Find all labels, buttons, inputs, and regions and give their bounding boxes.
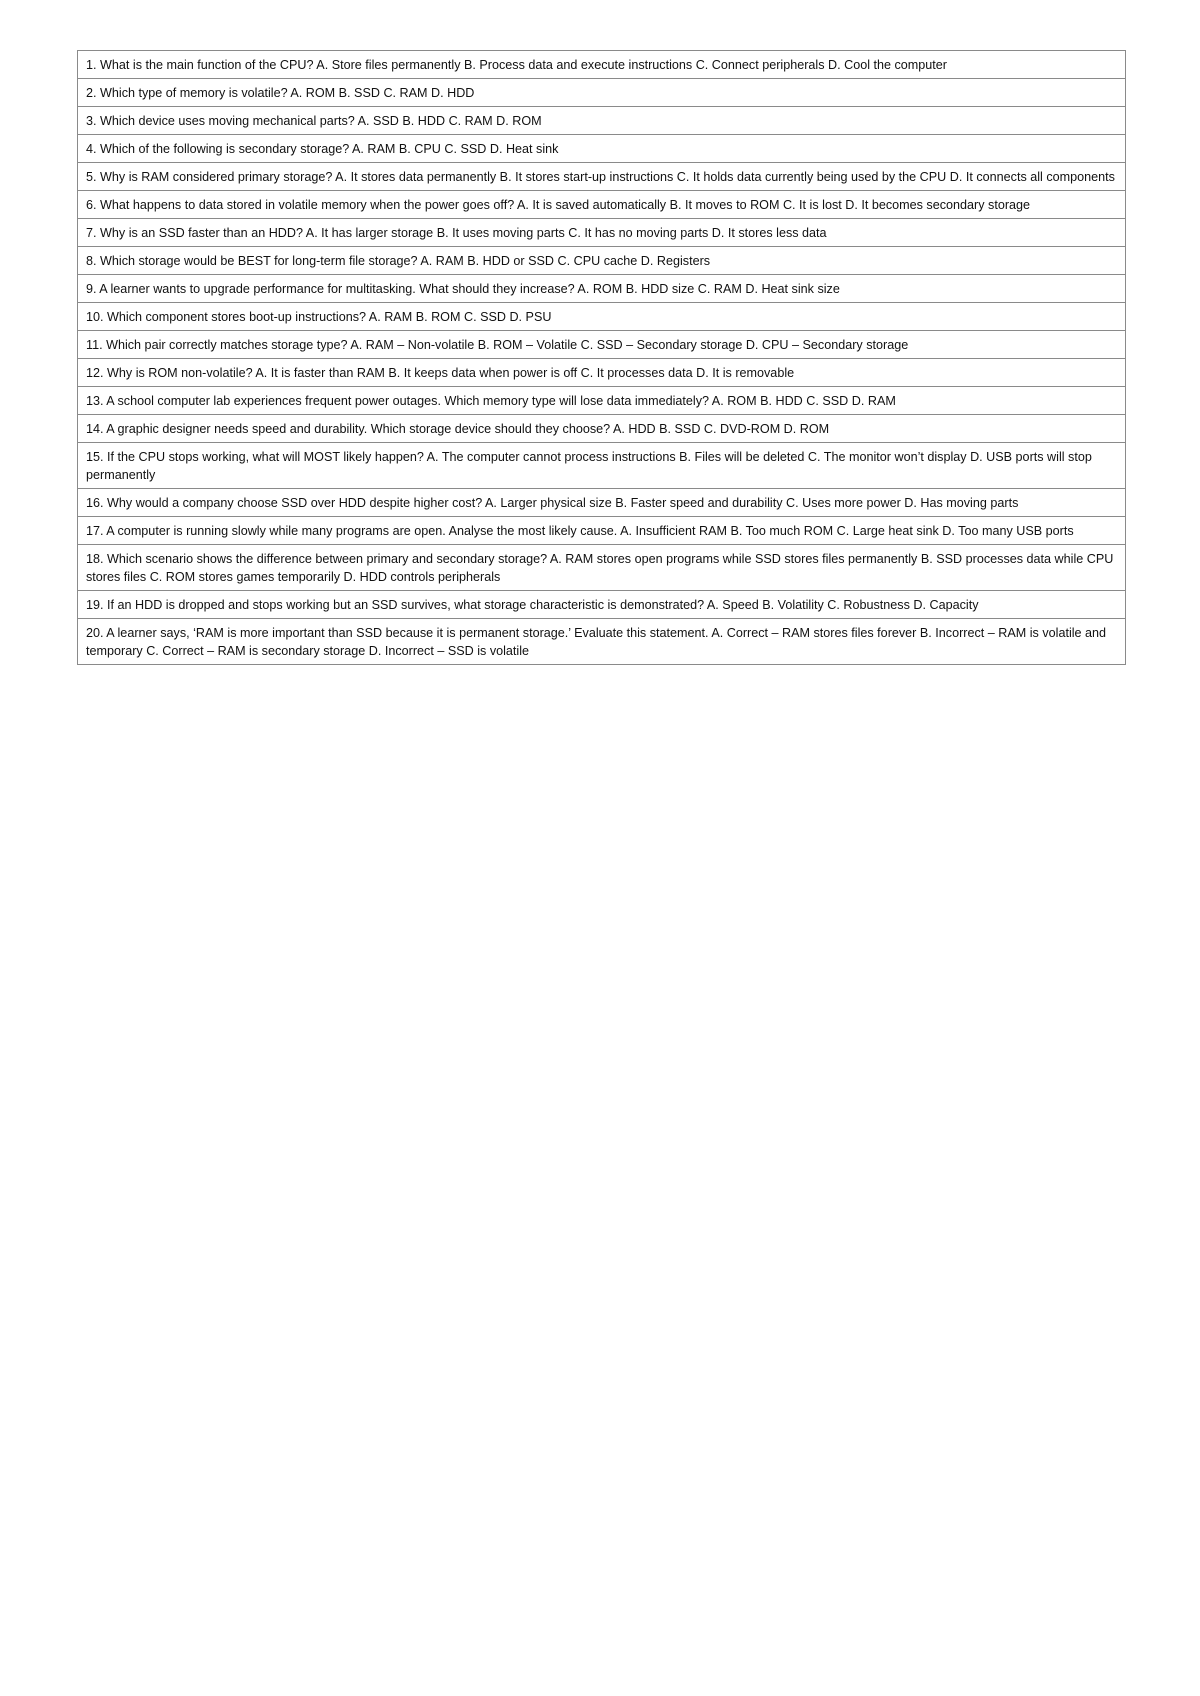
table-row [78, 275, 1126, 303]
table-row [78, 331, 1126, 359]
table-row [78, 135, 1126, 163]
question-14: 14. A graphic designer needs speed and durability. Which storage device should they choose? A. HDD B. SSD C. DVD-ROM D. ROM [78, 415, 1126, 443]
question-10: 10. Which component stores boot-up instructions? A. RAM B. ROM C. SSD D. PSU [78, 303, 1126, 331]
question-6: 6. What happens to data stored in volatile memory when the power goes off? A. It is saved automatically B. It moves to ROM C. It is lost D. It becomes secondary storage [78, 191, 1126, 219]
table-row [78, 443, 1126, 489]
table-row [78, 489, 1126, 517]
question-5: 5. Why is RAM considered primary storage? A. It stores data permanently B. It stores start-up instructions C. It holds data currently being used by the CPU D. It connects all components [78, 163, 1126, 191]
table-row [78, 545, 1126, 591]
question-4: 4. Which of the following is secondary storage? A. RAM B. CPU C. SSD D. Heat sink [78, 135, 1126, 163]
table-row [78, 591, 1126, 619]
table-row [78, 107, 1126, 135]
question-sheet [77, 50, 1126, 665]
question-17: 17. A computer is running slowly while many programs are open. Analyse the most likely cause. A. Insufficient RAM B. Too much ROM C. Large heat sink D. Too many USB ports [78, 517, 1126, 545]
questions-table [77, 50, 1126, 665]
table-row [78, 163, 1126, 191]
table-row [78, 219, 1126, 247]
table-row [78, 387, 1126, 415]
question-18: 18. Which scenario shows the difference between primary and secondary storage? A. RAM stores open programs while SSD stores files permanently B. SSD processes data while CPU stores files C. ROM stores games temporarily D. HDD controls peripherals [78, 545, 1126, 591]
question-11: 11. Which pair correctly matches storage type? A. RAM – Non-volatile B. ROM – Volatile C. SSD – Secondary storage D. CPU – Secondary storage [78, 331, 1126, 359]
table-row [78, 619, 1126, 665]
table-row [78, 415, 1126, 443]
table-row [78, 359, 1126, 387]
question-16: 16. Why would a company choose SSD over HDD despite higher cost? A. Larger physical size B. Faster speed and durability C. Uses more power D. Has moving parts [78, 489, 1126, 517]
question-19: 19. If an HDD is dropped and stops working but an SSD survives, what storage characteristic is demonstrated? A. Speed B. Volatility C. Robustness D. Capacity [78, 591, 1126, 619]
question-2: 2. Which type of memory is volatile? A. ROM B. SSD C. RAM D. HDD [78, 79, 1126, 107]
table-row [78, 79, 1126, 107]
question-12: 12. Why is ROM non-volatile? A. It is faster than RAM B. It keeps data when power is off C. It processes data D. It is removable [78, 359, 1126, 387]
table-row [78, 191, 1126, 219]
table-row [78, 517, 1126, 545]
table-row [78, 51, 1126, 79]
question-9: 9. A learner wants to upgrade performance for multitasking. What should they increase? A. ROM B. HDD size C. RAM D. Heat sink size [78, 275, 1126, 303]
question-13: 13. A school computer lab experiences frequent power outages. Which memory type will lose data immediately? A. ROM B. HDD C. SSD D. RAM [78, 387, 1126, 415]
question-7: 7. Why is an SSD faster than an HDD? A. It has larger storage B. It uses moving parts C. It has no moving parts D. It stores less data [78, 219, 1126, 247]
question-20: 20. A learner says, ‘RAM is more important than SSD because it is permanent storage.’ Evaluate this statement. A. Correct – RAM stores files forever B. Incorrect – RAM is volatile and temporary C. Correct – RAM is secondary storage D. Incorrect – SSD is volatile [78, 619, 1126, 665]
question-15: 15. If the CPU stops working, what will MOST likely happen? A. The computer cannot process instructions B. Files will be deleted C. The monitor won’t display D. USB ports will stop permanently [78, 443, 1126, 489]
table-row [78, 247, 1126, 275]
table-row [78, 303, 1126, 331]
question-3: 3. Which device uses moving mechanical parts? A. SSD B. HDD C. RAM D. ROM [78, 107, 1126, 135]
question-1: 1. What is the main function of the CPU? A. Store files permanently B. Process data and execute instructions C. Connect peripherals D. Cool the computer [78, 51, 1126, 79]
question-8: 8. Which storage would be BEST for long-term file storage? A. RAM B. HDD or SSD C. CPU cache D. Registers [78, 247, 1126, 275]
